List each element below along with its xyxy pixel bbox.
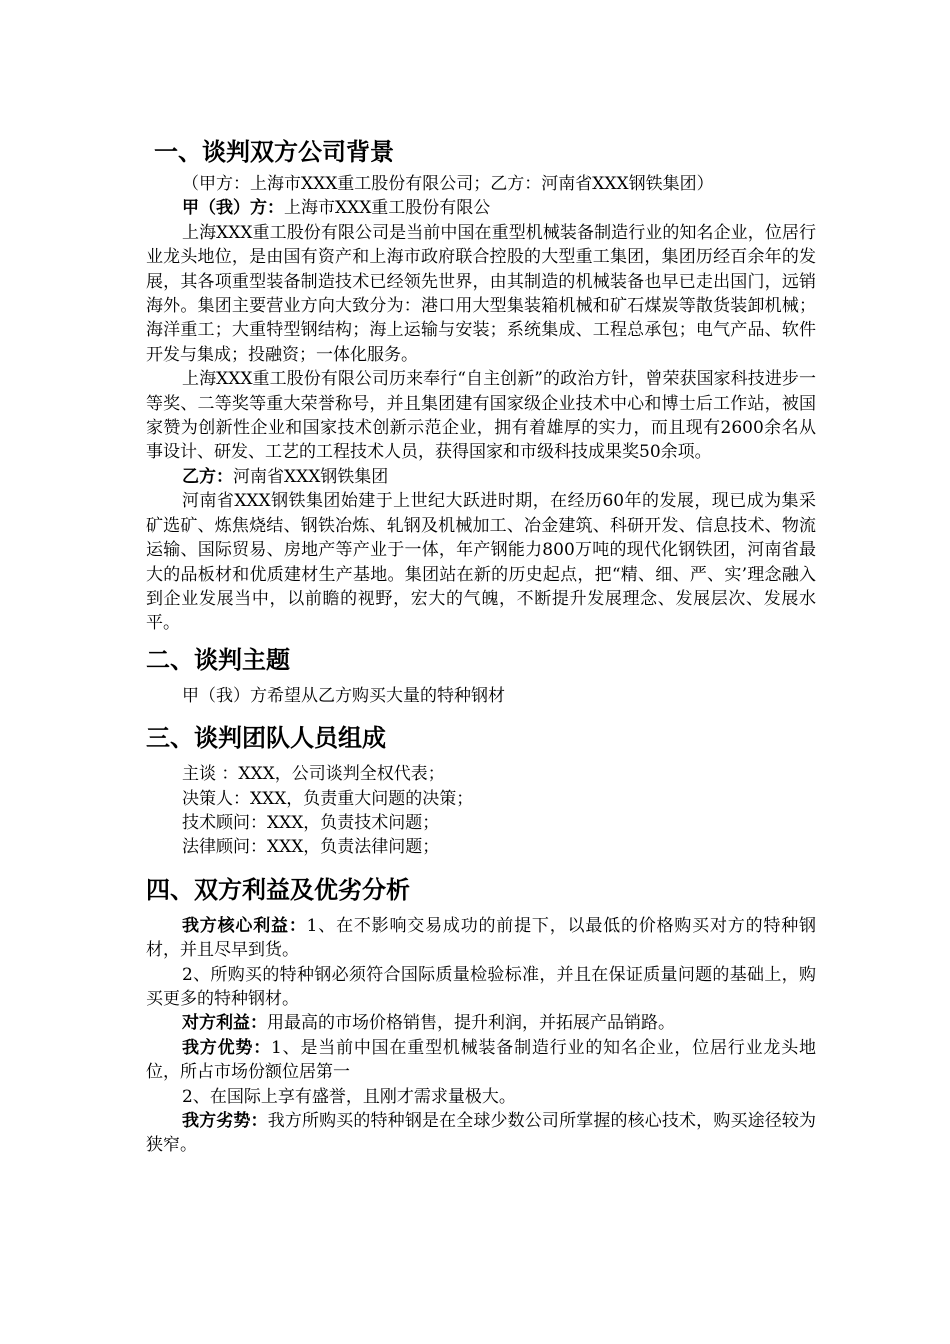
party-b-line — [146, 465, 816, 489]
party-b-label: 乙方： — [182, 466, 233, 487]
section-1-heading: 一、谈判双方公司背景 — [154, 138, 394, 166]
team-member: 法律顾问：XXX，负责法律问题； — [182, 837, 440, 858]
our-interest-1: 我方核心利益：1、在不影响交易成功的前提下，以最低的价格购买对方的特种钢材，并且尽早到货。 — [146, 915, 816, 961]
our-strength-1: 我方优势：1、是当前中国在重型机械装备制造行业的知名企业，位居行业龙头地位，所占市场份额位居第一 — [146, 1037, 816, 1083]
section-2-heading: 二、谈判主题 — [146, 645, 290, 674]
our-strength-2: 2、在国际上享有盛誉，且刚才需求量极大。 — [182, 1086, 516, 1107]
party-a-label: 甲（我）方： — [182, 198, 284, 219]
team-member: 主谈 ：XXX，公司谈判全权代表； — [182, 764, 445, 785]
team-member: 技术顾问：XXX，负责技术问题； — [182, 812, 440, 833]
party-a-line — [146, 196, 816, 220]
their-interest: 对方利益：用最高的市场价格销售，提升利润，并拓展产品销路。 — [182, 1013, 675, 1034]
party-b-paragraph-1: 河南省XXX钢铁集团始建于上世纪大跃进时期，在经历60年的发展，现已成为集采矿选矿、炼焦烧结、钢铁冶炼、轧钢及机械加工、冶金建筑、科研开发、信息技术、物流运输、国际贸易、房地产等产业于一体，年产钢能力800万吨的现代化钢铁团，河南省最大的品板材和优质建材生产基地。集团站在新的历史起点，把“精、细、严、实’理念融入到企业发展当中，以前瞻的视野，宏大的气魄，不断提升发展理念、发展层次、发展水平。 — [146, 491, 816, 634]
party-a-paragraph-1: 上海XXX重工股份有限公司是当前中国在重型机械装备制造行业的知名企业，位居行业龙头地位，是由国有资产和上海市政府联合控股的大型重工集团，集团历经百余年的发展，其各项重型装备制造技术已经领先世界，由其制造的机械装备也早已走出国门，远销海外。集团主要营业方向大致分为：港口用大型集装箱机械和矿石煤炭等散货装卸机械；海洋重工；大重特型钢结构；海上运输与安装；系统集成、工程总承包；电气产品、软件开发与集成；投融资；一体化服务。 — [146, 222, 816, 365]
team-member: 决策人：XXX，负责重大问题的决策； — [182, 788, 474, 809]
party-b-name: 河南省XXX钢铁集团 — [233, 466, 389, 487]
our-weakness: 我方劣势：我方所购买的特种钢是在全球少数公司所掌握的核心技术，购买途径较为狭窄。 — [146, 1111, 817, 1156]
our-interest-2: 2、所购买的特种钢必须符合国际质量检验标准，并且在保证质量问题的基础上，购买更多的特种钢材。 — [146, 964, 816, 1009]
party-a-name: 上海市XXX重工股份有限公 — [284, 198, 491, 219]
section-3-heading: 三、谈判团队人员组成 — [146, 724, 386, 753]
our-weakness-label: 我方劣势： — [182, 1111, 268, 1131]
section-4-heading: 四、双方利益及优劣分析 — [146, 875, 410, 904]
negotiation-topic: 甲（我）方希望从乙方购买大量的特种钢材 — [182, 685, 505, 706]
our-interest-label: 我方核心利益： — [182, 915, 307, 936]
party-a-paragraph-2: 上海XXX重工股份有限公司历来奉行“自主创新”的政治方针，曾荣获国家科技进步一等奖、二等奖等重大荣誉称号，并且集团建有国家级企业技术中心和博士后工作站，被国家赞为创新性企业和国家技术创新示范企业，拥有着雄厚的实力，而且现有2600余名从事设计、研发、工艺的工程技术人员，获得国家和市级科技成果奖50余项。 — [146, 369, 816, 463]
parties-note: （甲方：上海市XXX重工股份有限公司；乙方：河南省XXX钢铁集团） — [182, 174, 714, 194]
document-page — [146, 132, 816, 1158]
their-interest-label: 对方利益： — [182, 1013, 267, 1034]
our-strength-label: 我方优势： — [182, 1037, 272, 1058]
